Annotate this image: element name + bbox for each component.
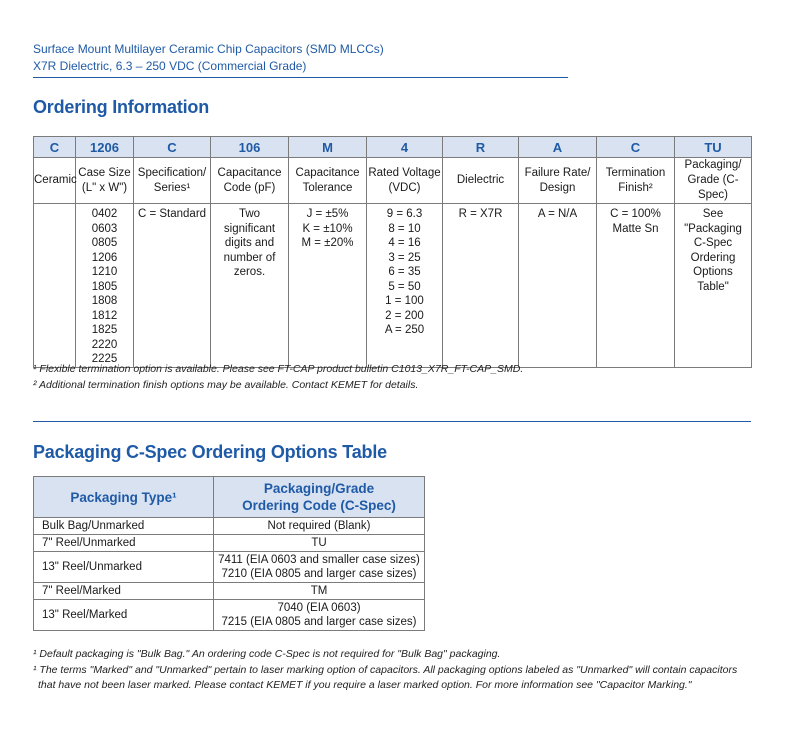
value-line: 2220 (91, 338, 118, 351)
packaging-code-cell (214, 552, 425, 583)
value-line: 0805 (91, 237, 118, 249)
code-cell: M (289, 137, 367, 158)
packaging-footnote-2-line-1: ¹ The terms "Marked" and "Unmarked" pertain to laser marking option of capacitors. All packaging options labeled as "Unmarked" will contain capacitors (33, 664, 738, 676)
header-line-2: X7R Dielectric, 6.3 – 250 VDC (Commercial Grade) (33, 59, 307, 73)
table-row (34, 600, 425, 631)
value-line: 9 = 6.3 (386, 208, 423, 220)
value-line: Table" (697, 280, 729, 293)
label-cell (211, 158, 289, 204)
label-line: Capacitance (295, 166, 360, 179)
packaging-footnote-2-line-2: that have not been laser marked. Please contact KEMET if you require a laser marked option. For more information see "Capacitor Marking." (38, 679, 692, 691)
packaging-code-cell (214, 600, 425, 631)
code-cell: R (443, 137, 519, 158)
label-line: Design (539, 181, 576, 194)
packaging-table-title: Packaging C-Spec Ordering Options Table (33, 442, 387, 462)
label-line: Grade (C-Spec) (687, 174, 739, 201)
value-line: A = N/A (537, 208, 578, 220)
value-line: M = ±20% (301, 237, 354, 249)
value-line: "Packaging (684, 222, 742, 235)
code-cell: 4 (367, 137, 443, 158)
packaging-code-line: TM (310, 585, 328, 597)
packaging-code-header-line-2: Ordering Code (C-Spec) (242, 498, 396, 513)
packaging-code-line: 7411 (EIA 0603 and smaller case sizes) (218, 554, 420, 566)
value-line: 5 = 50 (388, 280, 421, 293)
packaging-code-cell (214, 583, 425, 600)
value-row (34, 204, 752, 368)
value-cell (597, 204, 675, 368)
table-row (34, 552, 425, 583)
label-cell (519, 158, 597, 204)
value-line: 8 = 10 (388, 222, 421, 235)
value-line: Options (693, 266, 733, 278)
packaging-type-cell: Bulk Bag/Unmarked (34, 518, 214, 535)
value-line: 1 = 100 (385, 295, 424, 307)
code-cell: C (34, 137, 76, 158)
packaging-code-header (214, 477, 425, 518)
ordering-information-table (33, 136, 752, 368)
value-line: 0603 (91, 222, 118, 235)
label-row (34, 158, 752, 204)
label-line: Case Size (78, 166, 131, 179)
label-cell (34, 158, 76, 204)
packaging-code-line: TU (311, 537, 327, 549)
code-cell: 106 (211, 137, 289, 158)
value-line: 3 = 25 (388, 251, 421, 264)
section-divider (33, 421, 751, 422)
ordering-footnote-1: ¹ Flexible termination option is available. Please see FT-CAP product bulletin C1013_X7R_FT-CAP_SMD. (33, 363, 524, 375)
value-line: See (702, 208, 724, 220)
code-cell: 1206 (76, 137, 134, 158)
value-cell (134, 204, 211, 368)
packaging-code-line: 7215 (EIA 0805 and larger case sizes) (221, 616, 417, 628)
label-cell (134, 158, 211, 204)
packaging-type-cell: 7" Reel/Unmarked (34, 535, 214, 552)
value-line: 4 = 16 (388, 237, 421, 249)
packaging-header-row (34, 477, 425, 518)
label-cell (76, 158, 134, 204)
value-line: zeros. (233, 266, 266, 278)
label-line: Termination (605, 166, 666, 179)
code-cell: A (519, 137, 597, 158)
packaging-footnote-1: ¹ Default packaging is "Bulk Bag." An ordering code C-Spec is not required for "Bulk Bag" packaging. (33, 648, 501, 660)
table-row (34, 535, 425, 552)
document-header (33, 41, 384, 75)
value-cell (443, 204, 519, 368)
header-divider (33, 77, 568, 78)
code-cell: TU (675, 137, 752, 158)
packaging-type-cell: 13" Reel/Unmarked (34, 552, 214, 583)
code-cell: C (597, 137, 675, 158)
packaging-code-line: Not required (Blank) (267, 520, 371, 532)
packaging-options-table (33, 476, 425, 631)
value-cell (34, 204, 76, 368)
value-line: 1808 (91, 295, 118, 307)
value-cell (289, 204, 367, 368)
label-line: Packaging/ (684, 159, 742, 171)
value-cell (519, 204, 597, 368)
label-line: Dielectric (456, 174, 505, 186)
value-line: 1206 (91, 251, 118, 264)
value-cell (76, 204, 134, 368)
value-line: 0402 (91, 208, 118, 220)
value-cell (675, 204, 752, 368)
table-row (34, 518, 425, 535)
value-line: C = 100% (610, 208, 661, 220)
value-cell (367, 204, 443, 368)
label-line: Ceramic (34, 174, 77, 186)
label-line: Capacitance (217, 166, 282, 179)
value-line: 1805 (91, 280, 118, 293)
value-cell (211, 204, 289, 368)
ordering-footnote-2: ² Additional termination finish options may be available. Contact KEMET for details. (33, 379, 419, 391)
value-line: Two (238, 208, 261, 220)
value-line: 1825 (91, 324, 118, 336)
label-line: (L" x W") (81, 181, 128, 194)
value-line: C-Spec (693, 237, 733, 249)
table-row (34, 583, 425, 600)
label-cell (597, 158, 675, 204)
packaging-rows (34, 518, 425, 631)
packaging-type-cell: 7" Reel/Marked (34, 583, 214, 600)
packaging-code-header-line-1: Packaging/Grade (263, 481, 375, 496)
value-line: J = ±5% (306, 208, 349, 220)
packaging-code-line: 7040 (EIA 0603) (277, 602, 361, 614)
packaging-code-line: 7210 (EIA 0805 and larger case sizes) (221, 568, 417, 580)
label-line: (VDC) (388, 181, 421, 194)
label-line: Finish² (618, 181, 653, 194)
value-line: digits and (224, 237, 275, 249)
header-line-1: Surface Mount Multilayer Ceramic Chip Capacitors (SMD MLCCs) (33, 42, 384, 56)
packaging-type-header: Packaging Type¹ (34, 477, 214, 518)
packaging-code-cell (214, 518, 425, 535)
label-line: Tolerance (302, 181, 353, 194)
label-line: Specification/ (137, 166, 207, 179)
value-line: Ordering (690, 251, 736, 264)
value-line: C = Standard (137, 208, 207, 220)
value-line: significant (223, 222, 276, 235)
label-cell (443, 158, 519, 204)
ordering-information-title: Ordering Information (33, 97, 210, 117)
value-line: 6 = 35 (388, 266, 421, 278)
value-line: 1812 (91, 309, 118, 322)
packaging-type-cell: 13" Reel/Marked (34, 600, 214, 631)
value-line: R = X7R (458, 208, 503, 220)
value-line: 2 = 200 (385, 309, 424, 322)
packaging-code-cell (214, 535, 425, 552)
label-line: Series¹ (153, 181, 191, 194)
value-line: number of (223, 251, 276, 264)
label-cell (289, 158, 367, 204)
label-line: Failure Rate/ (524, 166, 591, 179)
label-line: Code (pF) (223, 181, 276, 194)
value-line: 1210 (91, 266, 118, 278)
value-line: Matte Sn (612, 222, 659, 235)
value-line: 2225 (91, 353, 118, 365)
value-line: K = ±10% (302, 222, 353, 235)
value-line: A = 250 (384, 324, 425, 336)
code-cell: C (134, 137, 211, 158)
label-cell (675, 158, 752, 204)
label-cell (367, 158, 443, 204)
code-row (34, 137, 752, 158)
label-line: Rated Voltage (368, 166, 441, 179)
